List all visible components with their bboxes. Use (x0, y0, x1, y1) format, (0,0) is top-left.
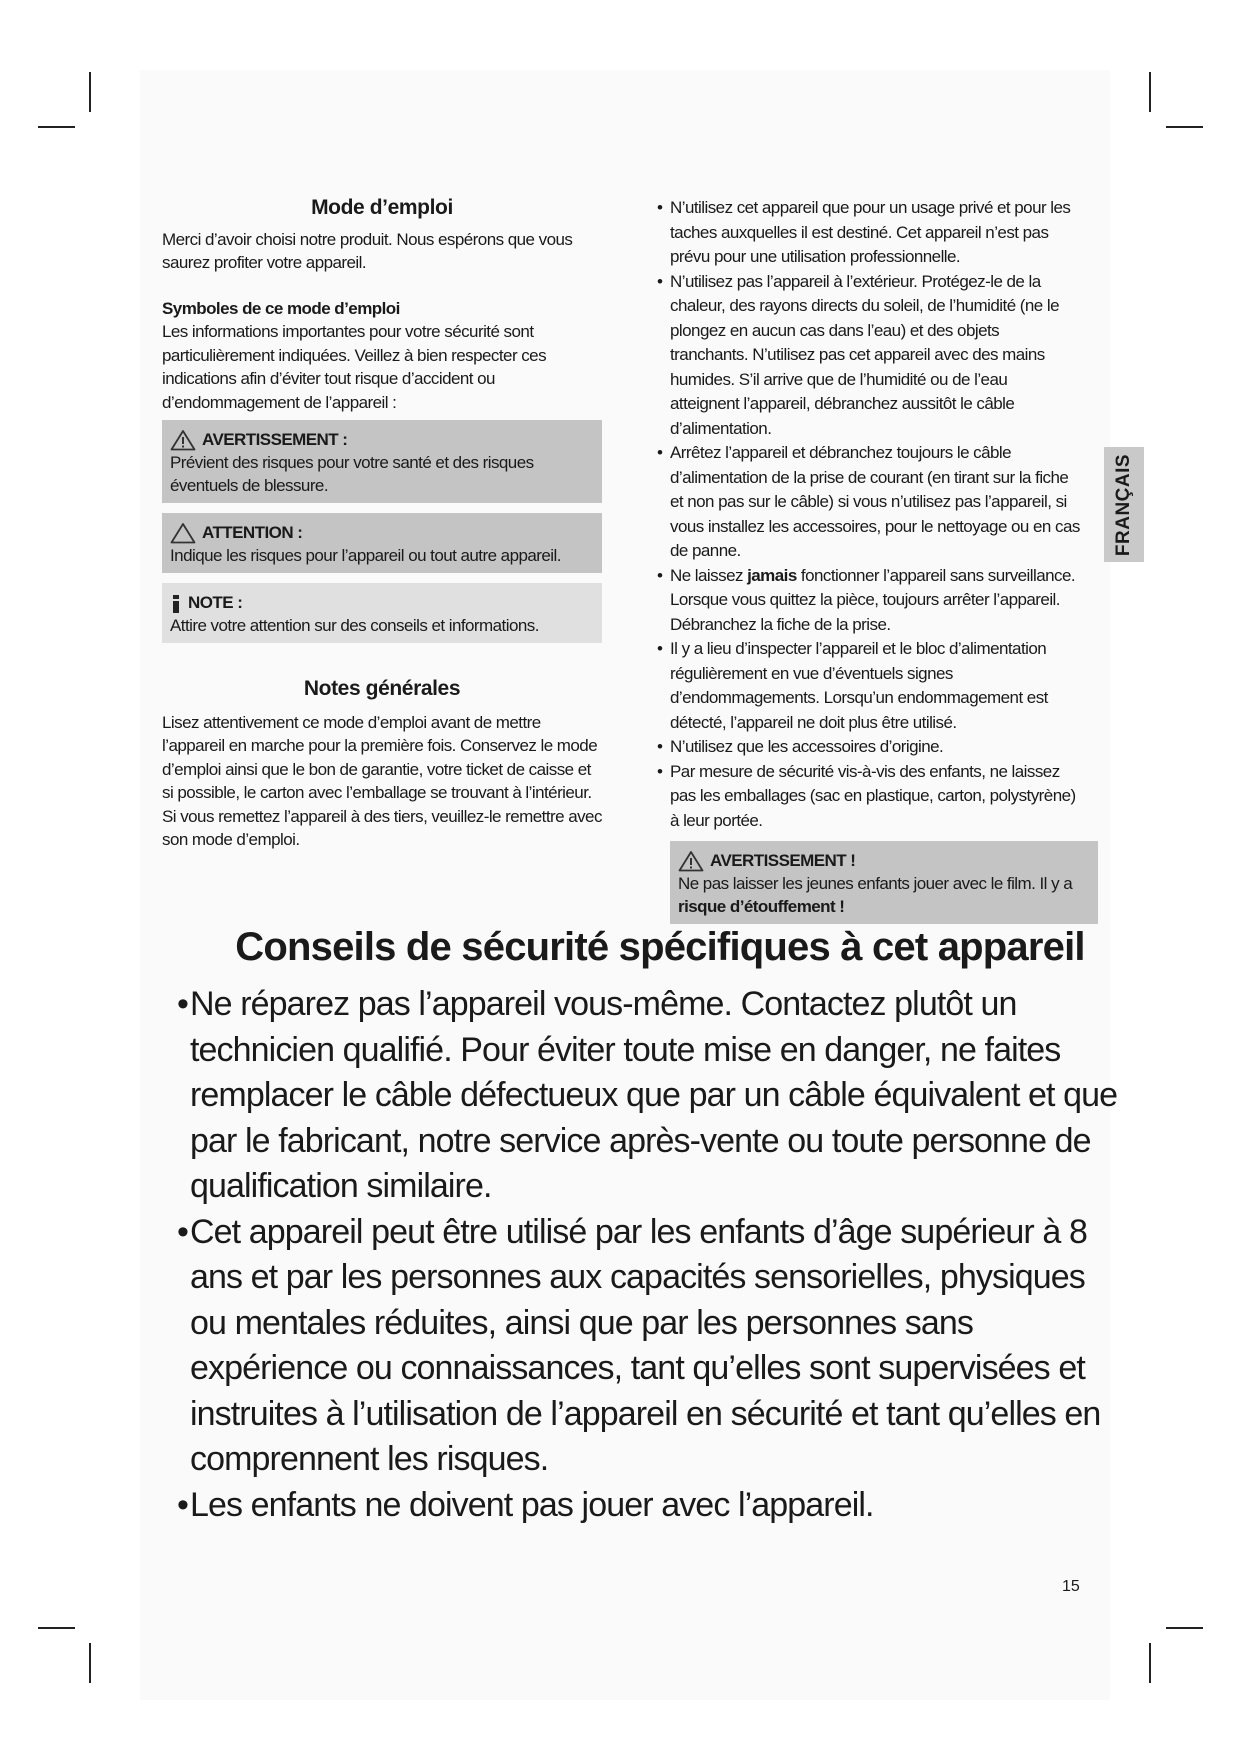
page-number: 15 (1062, 1578, 1080, 1595)
list-item: • Ne laissez jamais fonctionner l’appareil sans surveillance. Lorsque vous quittez la pièce, toujours arrêter l’appareil. Débranchez la fiche de la prise. (657, 565, 1076, 634)
suffocation-warning-text: Ne pas laisser les jeunes enfants jouer avec le film. Il y a risque d’étouffement ! (678, 874, 1073, 916)
crop-mark-bottom-left-v (89, 1643, 91, 1683)
crop-mark-top-right-v (1149, 72, 1151, 112)
warning-triangle-icon (678, 850, 704, 872)
safety-list (160, 982, 1120, 1528)
list-item: • N’utilisez pas l’appareil à l’extérieur. Protégez-le de la chaleur, des rayons directs du soleil, de l’humidité (ne le plongez en aucun cas dans l’eau) et des objets tranchants. N’utilisez pas cet appareil avec des mains humides. S’il arrive que de l’humidité ou de l’eau atteignent l’appareil, débranchez aussitôt le câble d’alimentation. (657, 271, 1059, 438)
suffocation-warning-box (670, 841, 1098, 924)
mode-emploi-title: Mode d’emploi (311, 196, 453, 219)
symbols-text: Les informations importantes pour votre sécurité sont particulièrement indiquées. Veillez à bien respecter ces indications afin d’éviter tout risque d’accident ou d’endommagement de l’appareil : (162, 322, 547, 412)
info-icon (170, 592, 182, 614)
attention-triangle-icon (170, 522, 196, 544)
left-column (162, 196, 602, 852)
notes-title: Notes générales (303, 677, 461, 700)
crop-mark-top-left-h (38, 126, 75, 128)
safety-title: Conseils de sécurité spécifiques à cet appareil (235, 925, 1085, 969)
attention-box-text: Indique les risques pour l’appareil ou tout autre appareil. (170, 546, 561, 565)
attention-box-head: ATTENTION : (202, 523, 303, 542)
crop-mark-bottom-right-v (1149, 1643, 1151, 1683)
list-item: • N’utilisez que les accessoires d’origine. (657, 737, 944, 756)
right-column (640, 196, 1080, 924)
list-item: • Arrêtez l’appareil et débranchez toujours le câble d’alimentation de la prise de courant (en tirant sur la fiche et non pas sur le câble) si vous n’utilisez pas l’appareil, si vous installez les accessoires, pour le nettoyage ou en cas de panne. (657, 443, 1080, 560)
list-item: • Par mesure de sécurité vis-à-vis des enfants, ne laissez pas les emballages (sac en plastique, carton, polystyrène) à leur portée. (657, 761, 1076, 830)
intro-text: Merci d’avoir choisi notre produit. Nous espérons que vous saurez profiter votre appareil. (162, 229, 573, 272)
list-item: •Les enfants ne doivent pas jouer avec l’appareil. (177, 1485, 874, 1524)
crop-mark-top-right-h (1166, 126, 1203, 128)
general-notes-list (640, 196, 1080, 833)
symbols-title: Symboles de ce mode d’emploi (162, 298, 400, 318)
list-item: •Cet appareil peut être utilisé par les enfants d’âge supérieur à 8 ans et par les personnes aux capacités sensorielles, physiques ou mentales réduites, ainsi que par les personnes sans expérience ou connaissances, tant qu’elles sont supervisées et instruites à l’utilisation de l’appareil en sécurité et tant qu’elles en comprennent les risques. (177, 1212, 1101, 1478)
notes-text: Lisez attentivement ce mode d’emploi avant de mettre l’appareil en marche pour la première fois. Conservez le mode d’emploi ainsi que le bon de garantie, votre ticket de caisse et si possible, le carton avec l’emballage se trouvant à l’intérieur. Si vous remettez l’appareil à des tiers, veuillez-le remettre avec son mode d’emploi. (162, 712, 602, 849)
warning-box-text: Prévient des risques pour votre santé et des risques éventuels de blessure. (170, 453, 534, 495)
language-tab (1104, 447, 1144, 562)
list-item: • N’utilisez cet appareil que pour un usage privé et pour les taches auxquelles il est destiné. Cet appareil n’est pas prévu pour une utilisation professionnelle. (657, 198, 1071, 266)
list-item: •Ne réparez pas l’appareil vous-même. Contactez plutôt un technicien qualifié. Pour éviter toute mise en danger, ne faites remplacer le câble défectueux que par un câble équivalent et que par le fabricant, notre service après-vente ou toute personne de qualification similaire. (177, 985, 1118, 1205)
warning-triangle-icon (170, 429, 196, 451)
warning-box (162, 420, 602, 503)
crop-mark-top-left-v (89, 72, 91, 112)
attention-box (162, 513, 602, 573)
language-tab-label: FRANÇAIS (1113, 453, 1135, 556)
list-item: • Il y a lieu d’inspecter l’appareil et le bloc d’alimentation régulièrement en vue d’éventuels signes d’endommagements. Lorsqu’un endommagement est détecté, l’appareil ne doit plus être utilisé. (657, 639, 1048, 732)
crop-mark-bottom-right-h (1166, 1627, 1203, 1629)
note-box-head: NOTE : (188, 593, 243, 612)
warning-box-head: AVERTISSEMENT : (202, 430, 348, 449)
note-box-text: Attire votre attention sur des conseils et informations. (170, 616, 539, 635)
crop-mark-bottom-left-h (38, 1627, 75, 1629)
suffocation-warning-head: AVERTISSEMENT ! (710, 851, 856, 870)
note-box (162, 583, 602, 643)
